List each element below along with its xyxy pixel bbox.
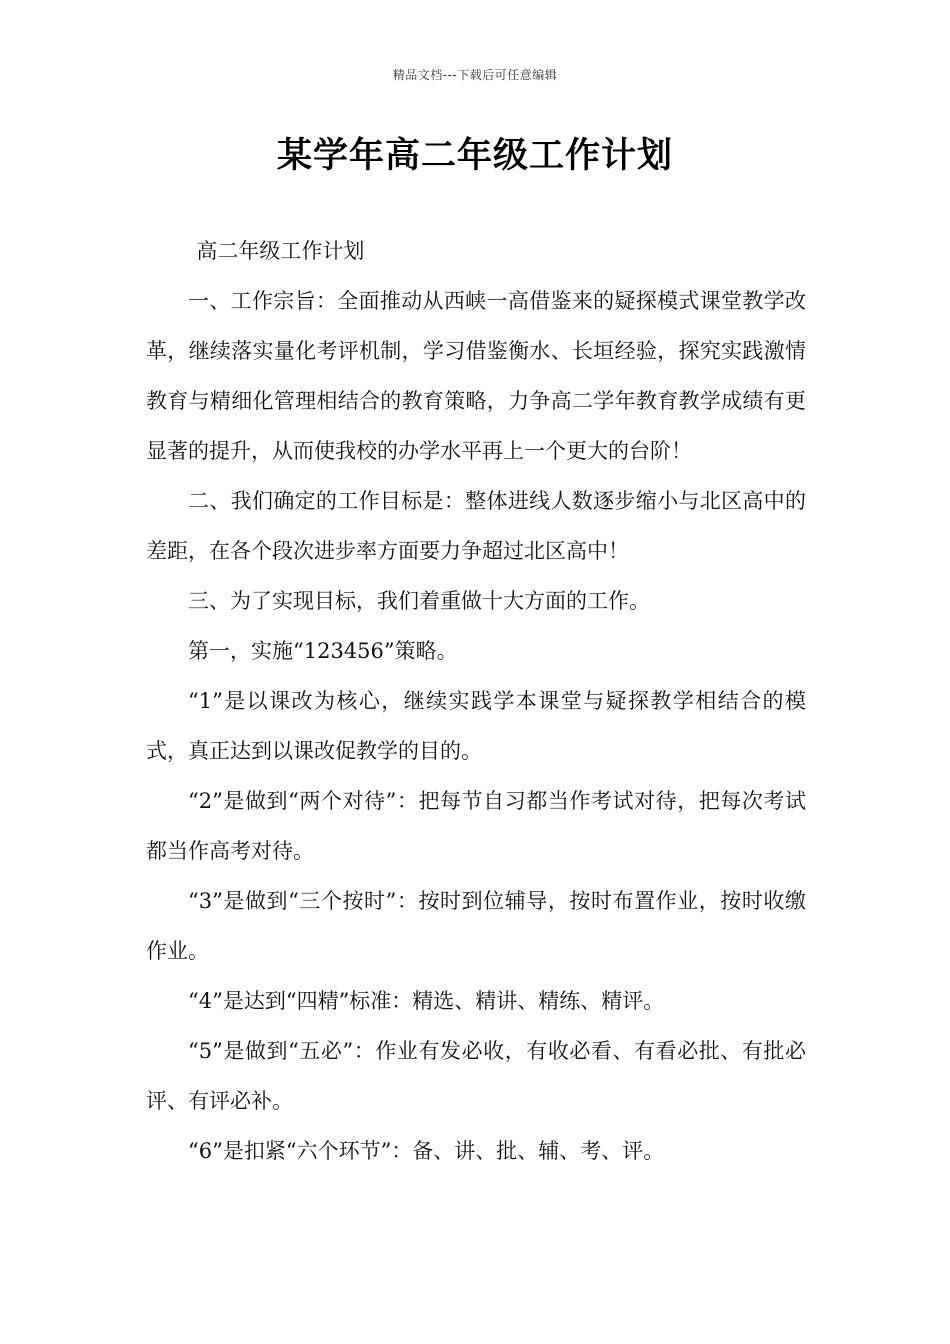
paragraph-strategy-4: “4”是达到“四精”标准：精选、精讲、精练、精评。 <box>188 989 665 1013</box>
document-body <box>146 226 806 1176</box>
paragraph-work-purpose: 一、工作宗旨：全面推动从西峡一高借鉴来的疑探模式课堂教学改革，继续落实量化考评机制，学习借鉴衡水、长垣经验，探究实践激情教育与精细化管理相结合的教育策略，力争高二学年教育教学成绩有更显著的提升，从而使我校的办学水平再上一个更大的台阶！ <box>146 289 806 463</box>
paragraph-strategy-3: “3”是做到“三个按时”：按时到位辅导，按时布置作业，按时收缴作业。 <box>146 889 806 963</box>
paragraph-strategy-intro: 第一，实施“123456”策略。 <box>188 639 458 663</box>
paragraph-strategy-5: “5”是做到“五必”：作业有发必收，有收必看、有看必批、有批必评、有评必补。 <box>146 1039 806 1113</box>
section-subtitle: 高二年级工作计划 <box>196 239 365 263</box>
paragraph-work-goal: 二、我们确定的工作目标是：整体进线人数逐步缩小与北区高中的差距，在各个段次进步率方面要力争超过北区高中！ <box>146 489 806 563</box>
paragraph-strategy-1: “1”是以课改为核心，继续实践学本课堂与疑探教学相结合的模式，真正达到以课改促教学的目的。 <box>146 689 806 763</box>
paragraph-ten-aspects: 三、为了实现目标，我们着重做十大方面的工作。 <box>188 589 650 613</box>
header-watermark: 精品文档---下载后可任意编辑 <box>392 68 558 82</box>
paragraph-strategy-6: “6”是扣紧“六个环节”：备、讲、批、辅、考、评。 <box>188 1139 665 1163</box>
document-title: 某学年高二年级工作计划 <box>276 136 673 176</box>
paragraph-strategy-2: “2”是做到“两个对待”：把每节自习都当作考试对待，把每次考试都当作高考对待。 <box>146 789 806 863</box>
